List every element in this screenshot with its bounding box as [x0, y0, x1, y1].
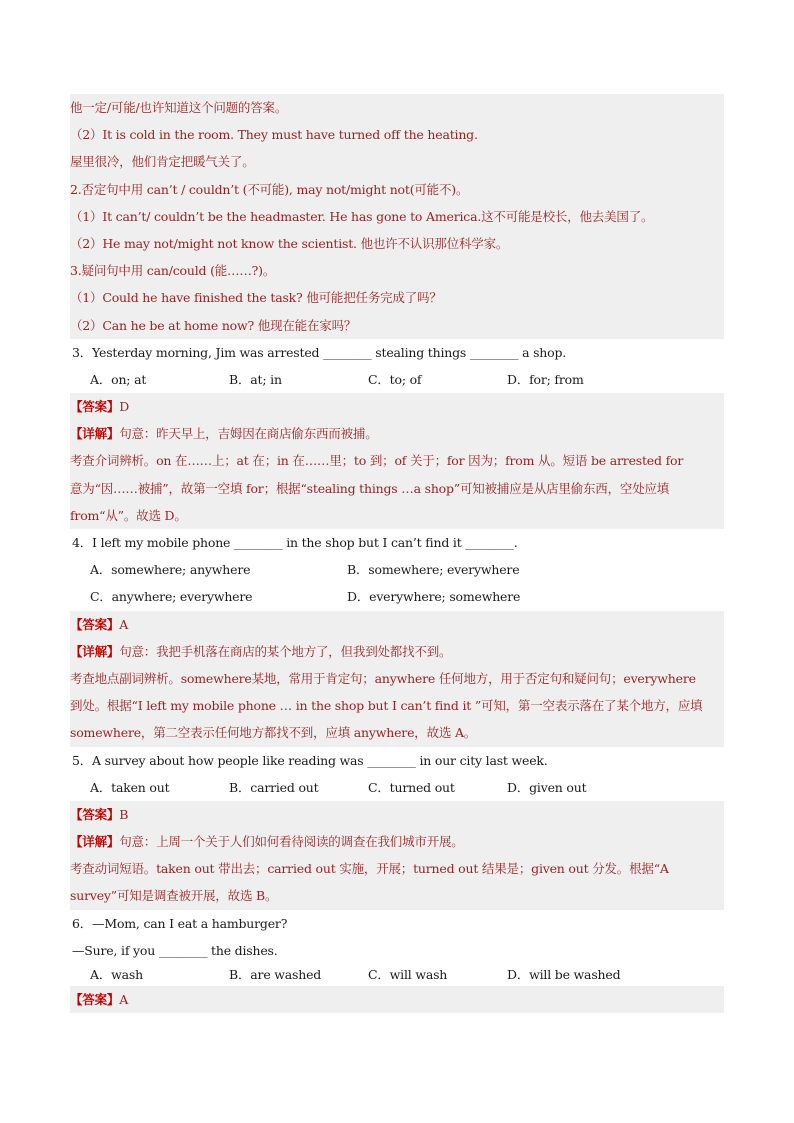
detail-text: somewhere，第二空表示任何地方都找不到，应填 anywhere，故选 A。 — [70, 719, 724, 746]
detail-text: 考查介词辨析。on 在……上；at 在；in 在……里；to 到；of 关于；for 因为；from 从。短语 be arrested for — [70, 447, 724, 474]
text-line: （2）Can he be at home now? 他现在能在家吗？ — [70, 312, 724, 339]
answer-value: D — [119, 399, 130, 415]
text-line: （1）Could he have finished the task? 他可能把任务完成了吗？ — [70, 284, 724, 311]
text-line: （1）It can’t/ couldn’t be the headmaster. He has gone to America.这不可能是校长，他去美国了。 — [70, 203, 724, 230]
option-d: D．will be washed — [507, 967, 621, 982]
text-line: 他一定/可能/也许知道这个问题的答案。 — [70, 94, 724, 121]
detail-text: 考查地点副词辨析。somewhere某地，常用于肯定句；anywhere 任何地方，用于否定句和疑问句；everywhere — [70, 665, 724, 692]
document-content — [70, 94, 724, 1013]
option-a: A．wash — [90, 967, 143, 982]
answer-value: B — [119, 806, 129, 822]
question-options — [70, 774, 724, 801]
answer-line — [70, 393, 724, 420]
question-options — [70, 366, 724, 393]
detail-text: 考查动词短语。taken out 带出去；carried out 实施，开展；turned out 结果是；given out 分发。根据“A — [70, 855, 724, 882]
option-c: C．to; of — [368, 371, 422, 387]
option-c: C．turned out — [368, 779, 455, 795]
option-a: A．taken out — [90, 779, 170, 795]
question-stem: —Sure, if you ________ the dishes. — [72, 942, 278, 958]
question-options — [70, 964, 724, 986]
option-b: B．at; in — [229, 371, 282, 387]
detail-tag: 【详解】 — [70, 643, 120, 659]
detail-line — [70, 638, 724, 665]
option-b: B．somewhere; everywhere — [347, 562, 520, 578]
detail-text: 句意：上周一个关于人们如何看待阅读的调查在我们城市开展。 — [119, 834, 464, 850]
detail-text: from“从”。故选 D。 — [70, 502, 724, 529]
text-line: （2）It is cold in the room. They must have turned off the heating. — [70, 121, 724, 148]
detail-text: survey”可知是调查被开展，故选 B。 — [70, 882, 724, 909]
question-options — [70, 583, 724, 610]
text-line: 屋里很冷，他们肯定把暖气关了。 — [70, 148, 724, 175]
text-line: 3.疑问句中用 can/could (能……?)。 — [70, 257, 724, 284]
option-c: C．anywhere; everywhere — [90, 589, 253, 605]
detail-line — [70, 420, 724, 447]
answer-line — [70, 986, 724, 1013]
answer-tag: 【答案】 — [70, 806, 120, 822]
detail-text: 意为“因……被捕”，故第一空填 for；根据“stealing things …a shop”可知被捕应是从店里偷东西，空处应填 — [70, 475, 724, 502]
option-b: B．carried out — [229, 779, 319, 795]
answer-line — [70, 801, 724, 828]
option-a: A．on; at — [90, 371, 147, 387]
detail-tag: 【详解】 — [70, 834, 120, 850]
answer-tag: 【答案】 — [70, 399, 120, 415]
option-d: D．everywhere; somewhere — [347, 589, 521, 605]
text-line: （2）He may not/might not know the scientist. 他也许不认识那位科学家。 — [70, 230, 724, 257]
answer-value: A — [119, 616, 129, 632]
question-options — [70, 556, 724, 583]
option-d: D．given out — [507, 779, 587, 795]
option-c: C．will wash — [368, 967, 448, 982]
question-stem: 5．A survey about how people like reading was ________ in our city last week. — [72, 752, 548, 768]
question-stem: 6．—Mom, can I eat a hamburger? — [72, 915, 288, 931]
answer-tag: 【答案】 — [70, 992, 120, 1007]
question-stem: 4．I left my mobile phone ________ in the shop but I can’t find it ________. — [72, 535, 518, 550]
detail-text: 句意：我把手机落在商店的某个地方了，但我到处都找不到。 — [119, 643, 452, 659]
answer-value: A — [119, 992, 129, 1007]
detail-line — [70, 828, 724, 855]
answer-line — [70, 611, 724, 638]
text-line: 2.否定句中用 can’t / couldn’t (不可能), may not/might not(可能不)。 — [70, 176, 724, 203]
detail-tag: 【详解】 — [70, 426, 120, 442]
option-a: A．somewhere; anywhere — [90, 562, 251, 578]
answer-tag: 【答案】 — [70, 616, 120, 632]
detail-text: 句意：昨天早上，吉姆因在商店偷东西而被捕。 — [119, 426, 378, 442]
option-b: B．are washed — [229, 967, 322, 982]
option-d: D．for; from — [507, 371, 584, 387]
detail-text: 到处。根据“I left my mobile phone … in the shop but I can’t find it ”可知，第一空表示落在了某个地方，应填 — [70, 692, 724, 719]
question-stem: 3．Yesterday morning, Jim was arrested ________ stealing things ________ a shop. — [72, 344, 567, 360]
